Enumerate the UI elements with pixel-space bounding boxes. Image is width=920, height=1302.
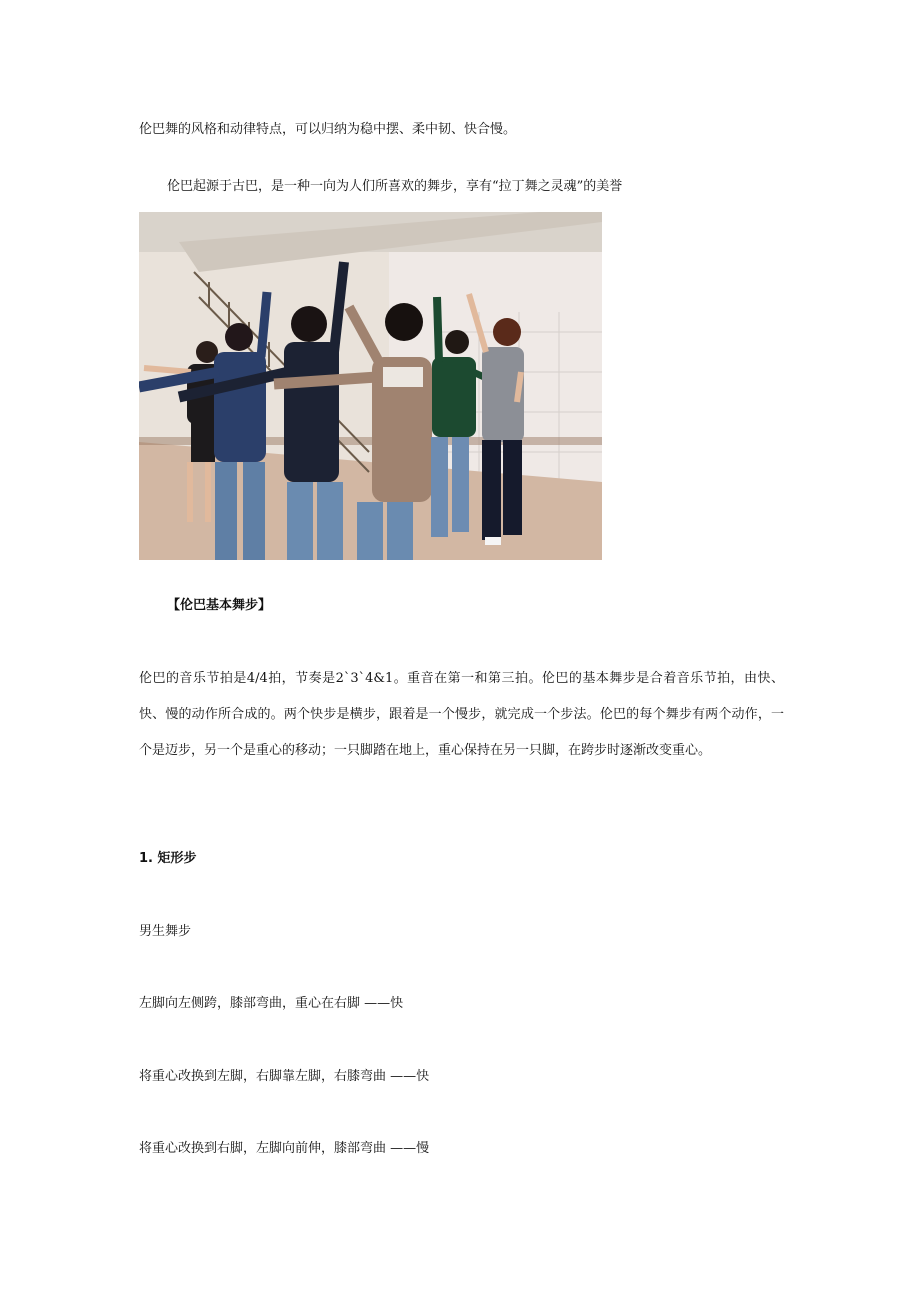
style-summary-text: 伦巴舞的风格和动律特点，可以归纳为稳中摆、柔中韧、快合慢。 bbox=[139, 122, 517, 137]
section-title: 【伦巴基本舞步】 bbox=[167, 598, 272, 613]
step1-item-2: 将重心改换到左脚，右脚靠左脚，右膝弯曲 ——快 bbox=[139, 1069, 430, 1084]
step1-subheading: 男生舞步 bbox=[139, 924, 192, 939]
intro-paragraph: 伦巴的音乐节拍是4/4拍，节奏是2`3`4&1。重音在第一和第三拍。伦巴的基本舞步是合着音乐节拍，由快、快、慢的动作所合成的。两个快步是横步，跟着是一个慢步，就完成一个步法。伦巴的每个舞步有两个动作，一个是迈步，另一个是重心的移动；一只脚踏在地上，重心保持在另一只脚，在跨步时逐渐改变重心。 bbox=[139, 671, 784, 758]
dance-class-photo bbox=[139, 212, 602, 560]
step1-item-1: 左脚向左侧跨，膝部弯曲，重心在右脚 ——快 bbox=[139, 996, 404, 1011]
origin-text: 伦巴起源于古巴，是一种一向为人们所喜欢的舞步，享有“拉丁舞之灵魂”的美誉 bbox=[167, 179, 623, 194]
step1-item-3: 将重心改换到右脚，左脚向前伸，膝部弯曲 ——慢 bbox=[139, 1141, 430, 1156]
step1-heading: 1. 矩形步 bbox=[139, 851, 197, 866]
